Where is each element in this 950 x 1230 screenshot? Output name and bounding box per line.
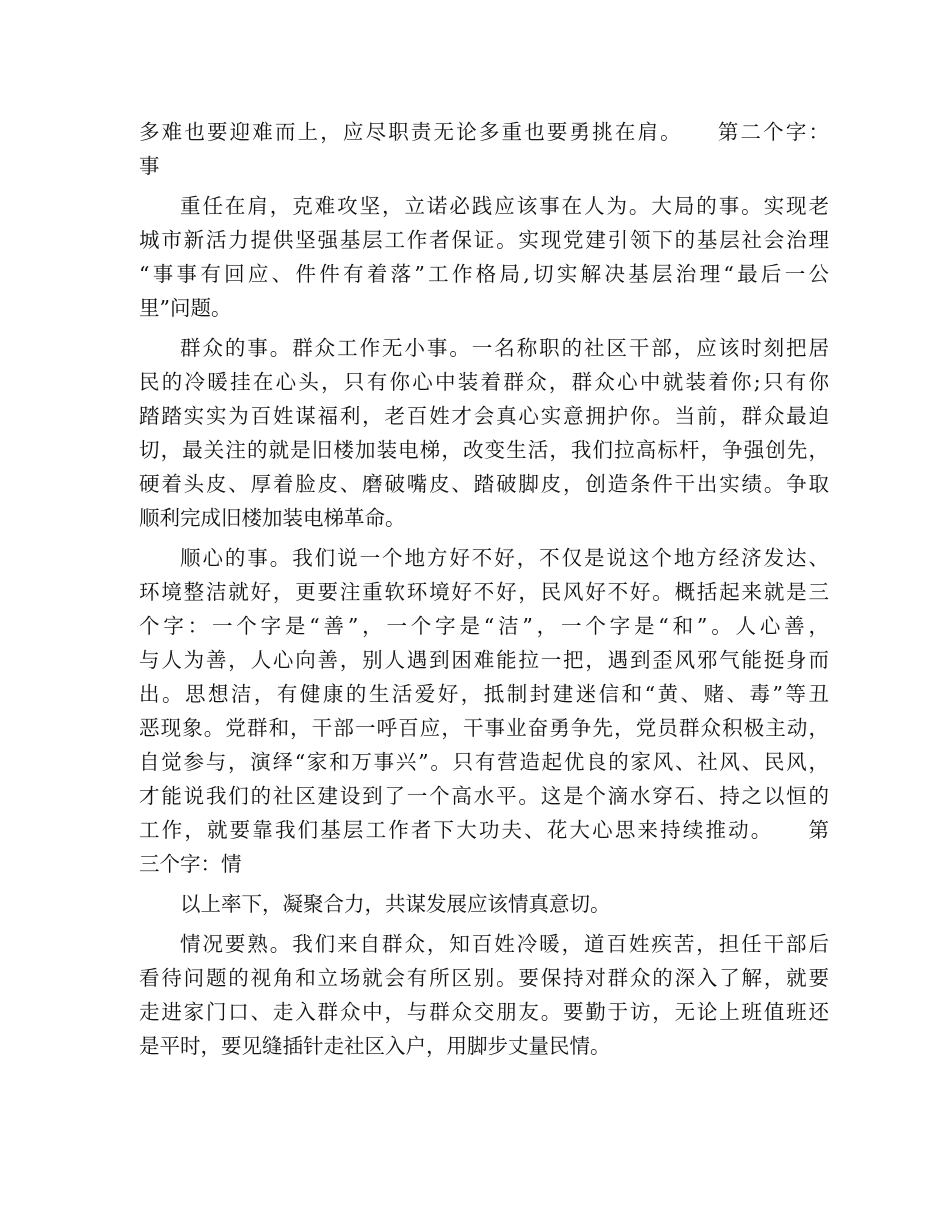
text-line: 顺利完成旧楼加装电梯革命。: [139, 506, 406, 530]
text-line: 以上率下，凝聚合力，共谋发展应该情真意切。: [180, 892, 611, 916]
text-line: 踏踏实实为百姓谋福利，老百姓才会真心实意拥护你。当前，群众最迫: [139, 404, 829, 428]
text-line: 顺心的事。我们说一个地方好不好，不仅是说这个地方经济发达、: [180, 546, 829, 570]
text-line: 情况要熟。我们来自群众，知百姓冷暖，道百姓疾苦，担任干部后: [180, 932, 829, 956]
text-line: 多难也要迎难而上，应尽职责无论多重也要勇挑在肩。 第二个字：: [139, 120, 829, 144]
text-line: 恶现象。党群和，干部一呼百应，干事业奋勇争先，党员群众积极主动，: [139, 716, 829, 740]
text-line: 是平时，要见缝插针走社区入户，用脚步丈量民情。: [139, 1034, 611, 1058]
text-line: 工作，就要靠我们基层工作者下大功夫、花大心思来持续推动。 第: [139, 818, 829, 842]
text-line: “事事有回应、件件有着落”工作格局,切实解决基层治理“最后一公: [139, 262, 829, 286]
text-line: 与人为善，人心向善，别人遇到困难能拉一把，遇到歪风邪气能挺身而: [139, 648, 829, 672]
text-line: 重任在肩，克难攻坚，立诺必践应该事在人为。大局的事。实现老: [180, 194, 829, 218]
text-line: 自觉参与，演绎“家和万事兴”。只有营造起优良的家风、社风、民风，: [139, 750, 829, 774]
text-line: 城市新活力提供坚强基层工作者保证。实现党建引领下的基层社会治理: [139, 228, 829, 252]
text-line: 环境整洁就好，更要注重软环境好不好，民风好不好。概括起来就是三: [139, 580, 829, 604]
text-line: 三个字：情: [139, 852, 242, 876]
text-line: 个字：一个字是“善”，一个字是“洁”，一个字是“和”。人心善，: [139, 614, 829, 638]
text-line: 事: [139, 154, 160, 178]
text-line: 硬着头皮、厚着脸皮、磨破嘴皮、踏破脚皮，创造条件干出实绩。争取: [139, 472, 829, 496]
text-line: 走进家门口、走入群众中，与群众交朋友。要勤于访，无论上班值班还: [139, 1000, 829, 1024]
text-line: 里”问题。: [139, 296, 232, 320]
text-line: 才能说我们的社区建设到了一个高水平。这是个滴水穿石、持之以恒的: [139, 784, 829, 808]
text-line: 群众的事。群众工作无小事。一名称职的社区干部，应该时刻把居: [180, 336, 829, 360]
text-line: 切，最关注的就是旧楼加装电梯，改变生活，我们拉高标杆，争强创先，: [139, 438, 829, 462]
text-line: 出。思想洁，有健康的生活爱好，抵制封建迷信和“黄、赌、毒”等丑: [139, 682, 829, 706]
text-line: 民的冷暖挂在心头，只有你心中装着群众，群众心中就装着你;只有你: [139, 370, 829, 394]
text-line: 看待问题的视角和立场就会有所区别。要保持对群众的深入了解，就要: [139, 966, 829, 990]
